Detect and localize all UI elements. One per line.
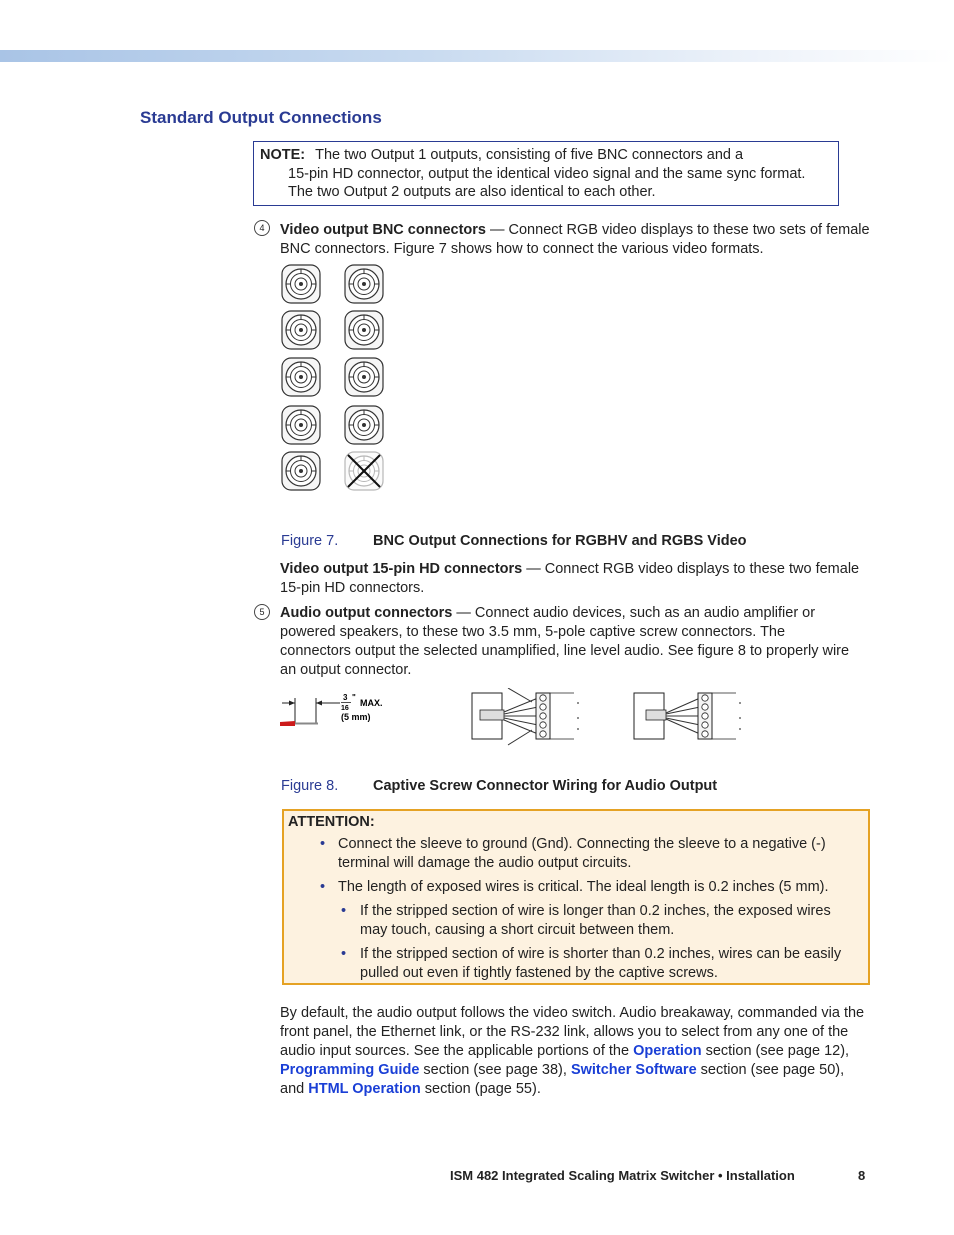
bnc-connector-h2 [345, 406, 383, 444]
attention-label: ATTENTION: [288, 814, 375, 830]
link-programming-guide[interactable]: Programming Guide [280, 1062, 420, 1078]
callout-4: 4 [254, 220, 270, 236]
wire-strip-length-diagram [278, 690, 398, 735]
figure-8-caption [281, 778, 717, 794]
page-footer [450, 1168, 866, 1183]
closing-text-1: By default, the audio output follows the video switch. Audio breakaway, commanded via the front panel, the Ethernet link, or the RS-232 link, allows you to select from any one of the audio input sources. See the applicable portions of the [280, 1005, 865, 1059]
captive-screw-wiring-right [632, 688, 752, 746]
note-box [253, 141, 839, 206]
note-line-1: The two Output 1 outputs, consisting of five BNC connectors and a [315, 147, 744, 163]
item-audio-output-text: — Connect audio devices, such as an audio amplifier or powered speakers, to these two 3.5 mm, 5-pole captive screw connectors. The connectors output the selected unamplified, line level audio. See figure 8 to properly wire an output connector. [280, 605, 850, 678]
figure-8-number: Figure 8. [281, 778, 339, 794]
bnc-connector-v [282, 452, 320, 490]
link-switcher-software[interactable]: Switcher Software [570, 1062, 697, 1078]
section-title: Standard Output Connections [140, 108, 382, 127]
bnc-connector-g [282, 311, 320, 349]
closing-text-2: section (see page 12), [701, 1043, 850, 1059]
attention-bullet-1-text: Connect the sleeve to ground (Gnd). Connecting the sleeve to a negative (-) terminal will damage the audio output circuits. [338, 836, 826, 871]
strip-fraction-num: 3 [343, 693, 348, 702]
callout-5: 5 [254, 604, 270, 620]
attention-box [282, 809, 870, 985]
item-audio-output-title: Audio output connectors [280, 605, 453, 621]
note-line-2: 15-pin HD connector, output the identical video signal and the same sync format. [288, 165, 806, 182]
link-html-operation[interactable]: HTML Operation [308, 1081, 421, 1097]
item-video-hd-title: Video output 15-pin HD connectors [280, 561, 523, 577]
attention-sub-bullet-2 [288, 945, 862, 983]
attention-sub-bullet-2-text: If the stripped section of wire is shorter than 0.2 inches, wires can be easily pulled out even if tightly fastened by the captive screws. [360, 946, 842, 981]
strip-max-label: MAX. [360, 698, 383, 708]
bullet-icon: • [320, 879, 326, 895]
bnc-connector-h [282, 406, 320, 444]
bnc-connector-r [282, 265, 320, 303]
bullet-icon: • [320, 836, 326, 852]
attention-bullet-2 [288, 878, 862, 897]
bnc-connector-figure [276, 262, 396, 494]
bnc-connector-g2 [345, 311, 383, 349]
strip-fraction-den: 16 [341, 705, 349, 712]
note-line-3: The two Output 2 outputs are also identical to each other. [288, 184, 656, 200]
bullet-icon: • [341, 946, 347, 962]
page-number: 8 [858, 1168, 866, 1183]
attention-bullet-2-text: The length of exposed wires is critical. The ideal length is 0.2 inches (5 mm). [338, 879, 829, 895]
strip-inch-mark: " [352, 693, 356, 702]
captive-screw-wiring-left [470, 688, 590, 746]
note-label: NOTE: [260, 147, 306, 163]
bnc-connector-b [282, 358, 320, 396]
item-video-hd-text: — Connect RGB video displays to these two female 15-pin HD connectors. [280, 561, 860, 596]
closing-text-3: section (see page 38), [419, 1062, 571, 1078]
figure-7-caption [281, 533, 747, 549]
link-operation[interactable]: Operation [633, 1043, 702, 1059]
closing-text-4: section (see page 50), and [280, 1062, 845, 1097]
figure-8-title: Captive Screw Connector Wiring for Audio Output [373, 778, 718, 794]
footer-title: ISM 482 Integrated Scaling Matrix Switcher • Installation [450, 1168, 795, 1183]
item-video-bnc [280, 221, 870, 259]
figure-7-title: BNC Output Connections for RGBHV and RGBS Video [373, 533, 747, 549]
attention-sub-bullet-1 [288, 902, 862, 940]
bnc-connector-b2 [345, 358, 383, 396]
item-video-bnc-text: — Connect RGB video displays to these two sets of female BNC connectors. Figure 7 shows how to connect the various video formats. [280, 222, 870, 257]
attention-sub-bullet-1-text: If the stripped section of wire is longer than 0.2 inches, the exposed wires may touch, causing a short circuit between them. [360, 903, 831, 938]
attention-list [288, 835, 862, 983]
item-video-hd [280, 560, 860, 598]
item-audio-output [280, 604, 850, 680]
bnc-connector-r2 [345, 265, 383, 303]
bnc-unused-x-icon [345, 452, 383, 490]
figure-7-number: Figure 7. [281, 533, 339, 549]
closing-text-5: section (page 55). [420, 1081, 541, 1097]
header-band [0, 50, 954, 62]
strip-mm-label: (5 mm) [341, 712, 371, 722]
audio-breakaway-paragraph [280, 1004, 870, 1099]
bullet-icon: • [341, 903, 347, 919]
item-video-bnc-title: Video output BNC connectors [280, 222, 486, 238]
attention-bullet-1 [288, 835, 862, 873]
